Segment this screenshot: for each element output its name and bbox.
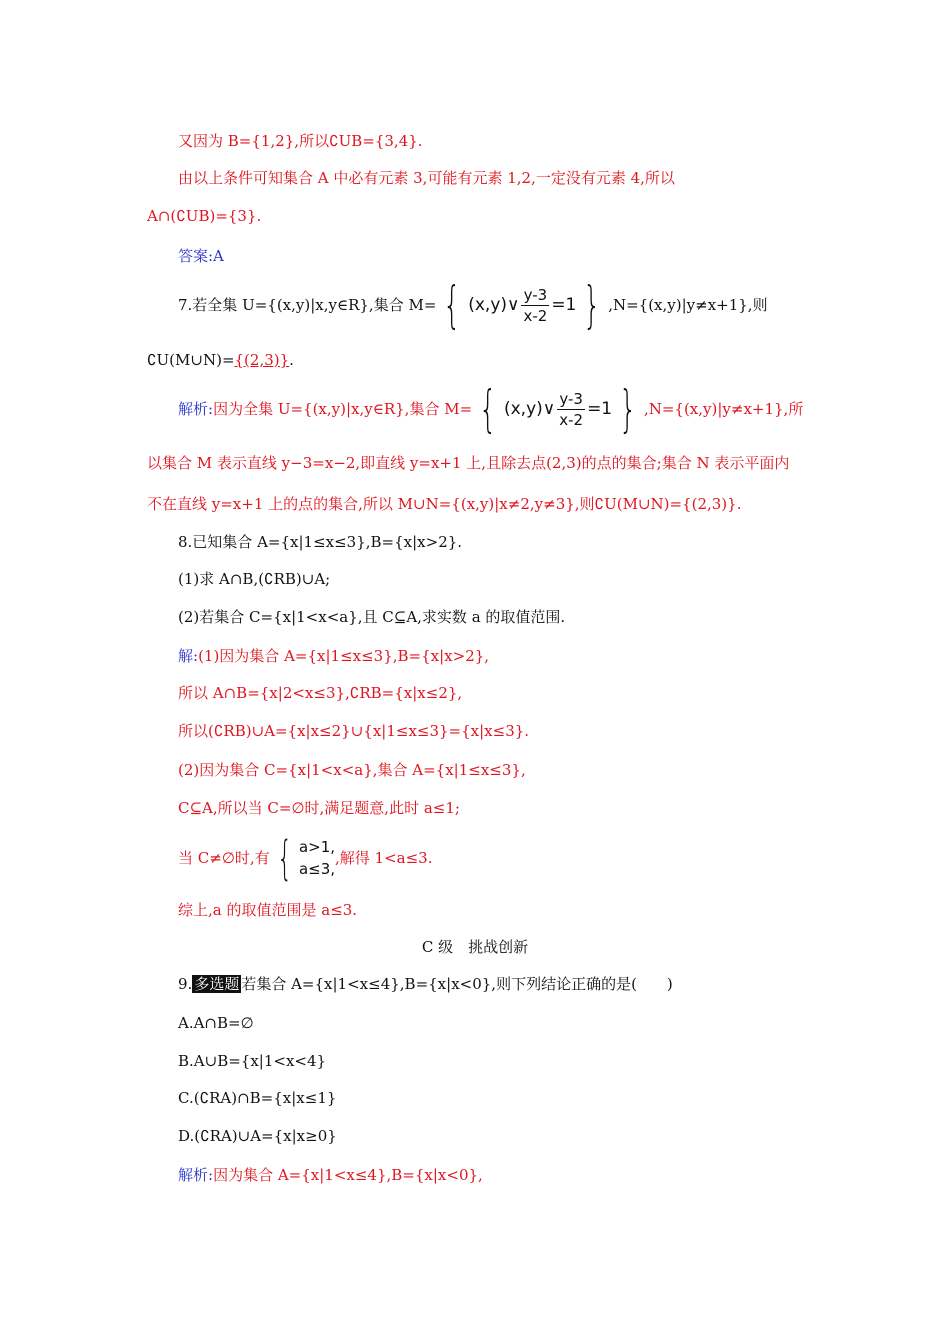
- section-heading: C 级 挑战创新: [421, 938, 529, 956]
- set-m-expression: [436, 276, 608, 334]
- question-8: 8.已知集合 A={x|1≤x≤3},B={x|x>2}.: [178, 533, 463, 551]
- solution-text: 当 C≠∅时,有: [178, 849, 270, 867]
- solution-line: 以集合 M 表示直线 y−3=x−2,即直线 y=x+1 上,且除去点(2,3)的点的集合;集合 N 表示平面内: [147, 454, 790, 472]
- solution-line: 由以上条件可知集合 A 中必有元素 3,可能有元素 1,2,一定没有元素 4,所以: [178, 169, 675, 187]
- right-brace: }: [583, 276, 602, 334]
- solution-text: ,N={(x,y)|y≠x+1},所: [643, 400, 804, 418]
- fraction: [521, 285, 549, 326]
- option-d: D.(∁RA)∪A={x|x≥0}: [178, 1127, 337, 1145]
- option-a: A.A∩B=∅: [178, 1014, 254, 1032]
- solution-line: 所以 A∩B={x|2<x≤3},∁RB={x|x≤2},: [178, 684, 463, 702]
- solution-7: [178, 380, 804, 438]
- question-8-part-2: (2)若集合 C={x|1<x<a},且 C⊆A,求实数 a 的取值范围.: [178, 608, 566, 626]
- fraction: [557, 389, 585, 430]
- fraction-denominator: x-2: [559, 410, 584, 429]
- question-text: 7.若全集 U={(x,y)|x,y∈R},集合 M=: [178, 296, 437, 314]
- solution-9: [178, 1165, 483, 1185]
- system-row: a>1,: [298, 838, 336, 856]
- left-brace: {: [479, 380, 497, 438]
- question-7: [178, 276, 768, 334]
- set-m-expression: [472, 380, 644, 438]
- solution-label: 解析:: [178, 400, 214, 418]
- solution-line: C⊆A,所以当 C=∅时,满足题意,此时 a≤1;: [178, 799, 460, 817]
- left-brace: {: [443, 276, 462, 334]
- system-rows: [299, 836, 335, 880]
- point-expr: (x,y): [503, 399, 543, 419]
- solution-line: 综上,a 的取值范围是 a≤3.: [178, 901, 358, 919]
- solution-line: 又因为 B={1,2},所以∁UB={3,4}.: [178, 132, 423, 150]
- solution-line: (2)因为集合 C={x|1<x<a},集合 A={x|1≤x≤3},: [178, 761, 526, 779]
- solution-text: ,解得 1<a≤3.: [335, 849, 433, 867]
- system-brace: {: [276, 831, 292, 885]
- equals-one: =1: [587, 399, 613, 419]
- question-text: .: [289, 351, 294, 369]
- question-7-fill: [147, 350, 294, 370]
- solution-label: 解析:: [178, 1166, 214, 1184]
- solution-line: 所以(∁RB)∪A={x|x≤2}∪{x|1≤x≤3}={x|x≤3}.: [178, 722, 530, 740]
- answer-blank: {(2,3)}: [234, 351, 290, 369]
- question-text: ∁U(M∪N)=: [147, 351, 235, 369]
- question-8-part-1: (1)求 A∩B,(∁RB)∪A;: [178, 570, 331, 588]
- question-text: 若集合 A={x|1<x≤4},B={x|x<0},则下列结论正确的是( ): [241, 975, 673, 993]
- point-expr: (x,y): [468, 295, 508, 315]
- inequality-system: [270, 831, 336, 885]
- solution-8: [178, 646, 489, 666]
- solution-line-system: [178, 833, 433, 883]
- fraction-denominator: x-2: [523, 306, 548, 325]
- question-text: ,N={(x,y)|y≠x+1},则: [608, 296, 768, 314]
- solution-label: 解:: [178, 647, 199, 665]
- right-brace: }: [619, 380, 637, 438]
- question-type-tag: 多选题: [194, 975, 240, 993]
- solution-text: 因为集合 A={x|1<x≤4},B={x|x<0},: [213, 1166, 483, 1184]
- or-symbol: ∨: [507, 295, 520, 315]
- solution-line: 不在直线 y=x+1 上的点的集合,所以 M∪N={(x,y)|x≠2,y≠3},则∁U(M∪N)={(2,3)}.: [147, 495, 742, 513]
- solution-text: 因为全集 U={(x,y)|x,y∈R},集合 M=: [213, 400, 473, 418]
- question-number: 9.: [178, 975, 193, 993]
- equals-one: =1: [551, 295, 577, 315]
- question-9: [178, 974, 673, 994]
- solution-text: (1)因为集合 A={x|1≤x≤3},B={x|x>2},: [198, 647, 490, 665]
- fraction-numerator: y-3: [521, 285, 549, 306]
- fraction-numerator: y-3: [557, 389, 585, 410]
- or-symbol: ∨: [542, 399, 556, 419]
- system-row: a≤3,: [298, 860, 336, 878]
- answer-line: 答案:A: [178, 247, 224, 265]
- solution-line: A∩(∁UB)={3}.: [147, 207, 262, 225]
- option-b: B.A∪B={x|1<x<4}: [178, 1052, 327, 1070]
- option-c: C.(∁RA)∩B={x|x≤1}: [178, 1089, 337, 1107]
